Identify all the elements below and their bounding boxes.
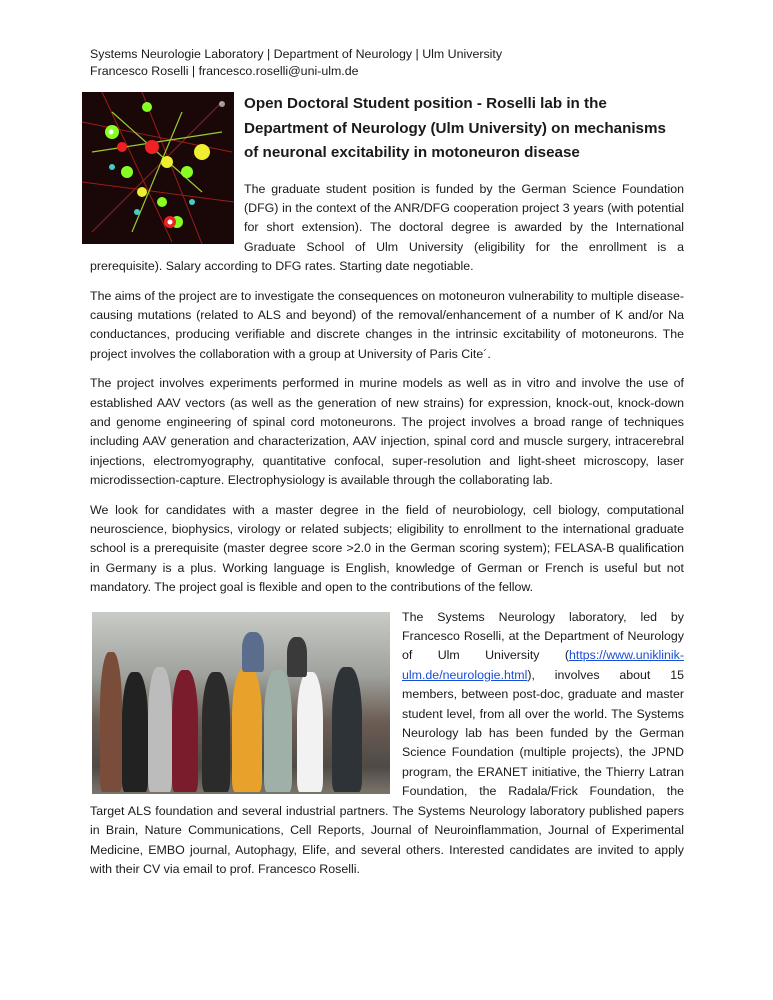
lab-group-photo xyxy=(92,612,390,794)
lab-text-before-link: The Systems Neurology laboratory, led by Francesco Roselli, at the Department of Neurology of Ulm University ( xyxy=(402,609,684,663)
neuron-microscopy-image xyxy=(82,92,234,244)
document-body xyxy=(90,46,684,889)
neurology-website-link[interactable]: https://www.uniklinik-ulm.de/neurologie.html xyxy=(402,648,684,682)
paragraph-aims: The aims of the project are to investigate the consequences on motoneuron vulnerability to multiple disease-causing mutations (related to ALS and beyond) of the removal/enhancement of a number of K and/or Na conductances, producing verifiable and discrete changes in the intrinsic excitability of motoneurons. The project involves the collaboration with a group at University of Paris Cite´. xyxy=(90,288,684,361)
paragraph-requirements: We look for candidates with a master degree in the field of neurobiology, cell biology, computational neuroscience, biophysics, virology or related subjects; eligibility to enrollment to the international graduate school is a prerequisite (master degree score >2.0 in the German scoring system); FELASA-B qualification in Germany is a plus. Working language is English, knowledge of German or French is useful but not mandatory. The project goal is flexible and open to the contributions of the fellow. xyxy=(90,502,684,595)
paragraph-methods: The project involves experiments performed in murine models as well as in vitro and involve the use of established AAV vectors (as well as the generation of new strains) for expression, knock-out, knock-down and genome engineering of spinal cord motoneurons. The project involves a broad range of techniques including AAV generation and characterization, AAV injection, spinal cord and muscle surgery, intracerebral injections, electromyography, quantitative confocal, super-resolution and light-sheet microscopy, laser microdissection-capture. Electrophysiology is available through the collaborating lab. xyxy=(90,376,684,488)
letterhead-contact-line: Francesco Roselli | francesco.roselli@uni-ulm.de xyxy=(90,64,359,78)
letterhead xyxy=(90,46,684,80)
lab-text-after-link: ), involves about 15 members, between post-doc, graduate and master student level, from all over the world. The Systems Neurology lab has been funded by the German Science Foundation (multiple projects), the JPND program, the ERANET initiative, the Thierry Latran Foundation, the Radala/Frick Foundation, the Target ALS foundation and several industrial partners. The Systems Neurology laboratory published papers in Brain, Nature Communications, Cell Reports, Journal of Neuroinflammation, Journal of Experimental Medicine, EMBO journal, Autophagy, Elife, and several others. Interested candidates are invited to apply with their CV via email to prof. Francesco Roselli. xyxy=(90,667,684,876)
letterhead-lab-line: Systems Neurologie Laboratory | Department of Neurology | Ulm University xyxy=(90,47,503,61)
position-title: Open Doctoral Student position - Roselli lab in the Department of Neurology (Ulm University) on mechanisms of neuronal excitability in motoneuron disease xyxy=(244,95,666,161)
paragraph-funding: The graduate student position is funded by the German Science Foundation (DFG) in the context of the ANR/DFG cooperation project 3 years (with potential for short extension). The doctoral degree is awarded by the International Graduate School of Ulm University (eligibility for the enrollment is a prerequisite). Salary according to DFG rates. Starting date negotiable. xyxy=(90,181,684,274)
